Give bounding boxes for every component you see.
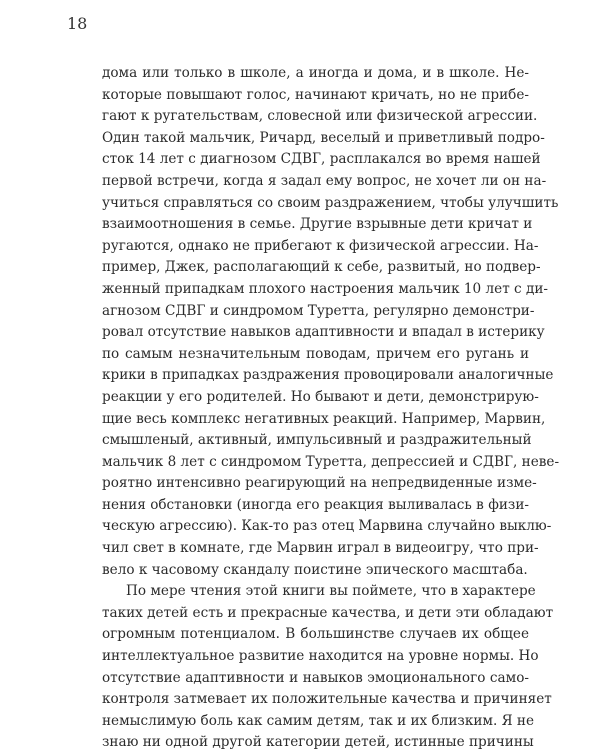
text-line: вело к часовому скандалу поистине эпического масштаба. [102,561,528,578]
text-line: нения обстановки (иногда его реакция выливалась в физи- [102,496,529,513]
text-line: немыслимую боль как самим детям, так и их близким. Я не [102,712,534,729]
text-line: мальчик 8 лет с синдромом Туретта, депрессией и СДВГ, неве- [102,453,560,470]
text-line: гают к ругательствам, словесной или физической агрессии. [102,108,538,125]
paragraph-2 [102,581,554,754]
text-line: контроля затмевает их положительные качества и причиняет [102,691,552,708]
text-line: сток 14 лет с диагнозом СДВГ, расплакался во время нашей [102,151,541,168]
text-line: По мере чтения этой книги вы поймете, что в характере [126,583,536,600]
text-line: пример, Джек, располагающий к себе, развитый, но подвер- [102,259,541,276]
body-text [102,63,560,754]
page-number: 18 [67,14,88,33]
text-line: которые повышают голос, начинают кричать, но не прибе- [102,86,529,103]
text-line: интеллектуальное развитие находится на уровне нормы. Но [102,648,539,665]
text-line: ческую агрессию). Как-то раз отец Марвина случайно выклю- [102,518,552,535]
text-line: Один такой мальчик, Ричард, веселый и приветливый подро- [102,129,545,146]
text-line: ровал отсутствие навыков адаптивности и впадал в истерику [102,324,545,341]
paragraph-1 [102,63,560,581]
text-line: реакции у его родителей. Но бывают и дети, демонстрирую- [102,388,539,405]
text-line: учиться справляться со своим раздражением, чтобы улучшить [102,194,559,211]
text-line: первой встречи, когда я задал ему вопрос, не хочет ли он на- [102,172,547,189]
text-line: чил свет в комнате, где Марвин играл в видеоигру, что при- [102,540,539,557]
text-line: агнозом СДВГ и синдромом Туретта, регулярно демонстри- [102,302,535,319]
text-line: щие весь комплекс негативных реакций. Например, Марвин, [102,410,546,427]
text-line: роятно интенсивно реагирующий на непредвиденные изме- [102,475,537,492]
text-line: знаю ни одной другой категории детей, истинные причины [102,734,534,751]
text-line: по самым незначительным поводам, причем его ругань и [102,345,529,362]
text-line: огромным потенциалом. В большинстве случаев их общее [102,626,529,643]
text-line: смышленый, активный, импульсивный и раздражительный [102,432,532,449]
text-line: таких детей есть и прекрасные качества, и дети эти обладают [102,604,554,621]
text-line: дома или только в школе, а иногда и дома, и в школе. Не- [102,65,529,81]
text-line: отсутствие адаптивности и навыков эмоционального само- [102,669,529,686]
text-line: женный припадкам плохого настроения мальчик 10 лет с ди- [102,280,549,297]
text-line: крики в припадках раздражения провоцировали аналогичные [102,367,554,384]
text-line: взаимоотношения в семье. Другие взрывные дети кричат и [102,216,533,233]
text-line: ругаются, однако не прибегают к физической агрессии. На- [102,237,539,254]
